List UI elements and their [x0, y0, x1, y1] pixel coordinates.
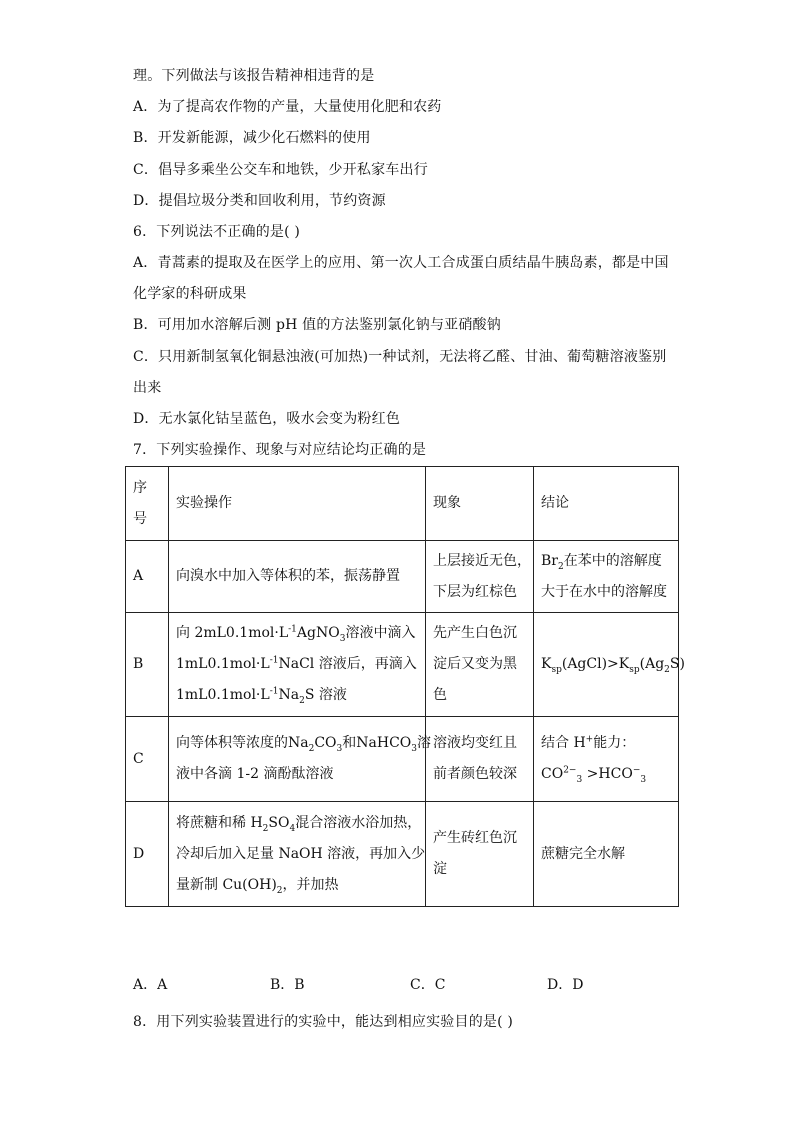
row-conclusion: $Br_2$在苯中的溶解度 大于在水中的溶解度	[534, 541, 679, 613]
q6-option-a-line2: 化学家的科研成果	[133, 286, 247, 302]
header-phenomenon: 现象	[426, 467, 534, 541]
header-operation: 实验操作	[169, 467, 426, 541]
q7-option-c: C．C	[410, 977, 446, 993]
row-conclusion: $K_{sp}(AgCl)>K_{sp}(Ag_2S)$	[534, 613, 679, 717]
table-row	[126, 802, 679, 907]
question-6: 6．下列说法不正确的是( )	[133, 224, 301, 240]
table-header-row	[126, 467, 679, 541]
row-phenomenon: 产生砖红色沉 淀	[426, 802, 534, 907]
row-id: D	[126, 802, 169, 907]
table-row	[126, 613, 679, 717]
q6-option-d: D．无水氯化钴呈蓝色，吸水会变为粉红色	[133, 411, 401, 427]
row-phenomenon: 先产生白色沉 淀后又变为黑 色	[426, 613, 534, 717]
q7-option-b: B．B	[270, 977, 305, 993]
row-phenomenon: 溶液均变红且 前者颜色较深	[426, 717, 534, 802]
row-operation: 向溴水中加入等体积的苯，振荡静置	[169, 541, 426, 613]
row-phenomenon: 上层接近无色， 下层为红棕色	[426, 541, 534, 613]
header-number: 序 号	[126, 467, 169, 541]
table-row	[126, 541, 679, 613]
q6-option-c-line1: C．只用新制氢氧化铜悬浊液(可加热)一种试剂，无法将乙醛、甘油、葡萄糖溶液鉴别	[133, 349, 667, 365]
header-conclusion: 结论	[534, 467, 679, 541]
q7-option-d: D．D	[547, 977, 584, 993]
q6-option-b: B．可用加水溶解后测 pH 值的方法鉴别氯化钠与亚硝酸钠	[133, 317, 501, 333]
row-conclusion: 结合 H+能力： $CO^{2-}_3 >HCO^-_3$	[534, 717, 679, 802]
q7-option-a: A．A	[133, 977, 168, 993]
option-a: A．为了提高农作物的产量，大量使用化肥和农药	[133, 99, 442, 115]
option-c: C．倡导多乘坐公交车和地铁，少开私家车出行	[133, 162, 428, 178]
row-operation: 将蔗糖和稀 $H_2SO_4$混合溶液水浴加热， 冷却后加入足量 NaOH 溶液，再加入少 量新制 $Cu(OH)_2$，并加热	[169, 802, 426, 907]
row-operation: 向 $2mL0.1mol\cdot L^{-1}AgNO_3$溶液中滴入 $1mL0.1mol\cdot L^{-1}NaCl$ 溶液后，再滴入 $1mL0.1mol\cdot L^{-1}Na_2S$ 溶液	[169, 613, 426, 717]
question-7: 7．下列实验操作、现象与对应结论均正确的是	[133, 442, 427, 458]
question-8: 8．用下列实验装置进行的实验中，能达到相应实验目的是( )	[133, 1014, 514, 1030]
q6-option-c-line2: 出来	[133, 380, 162, 396]
experiment-table	[125, 466, 685, 907]
option-b: B．开发新能源，减少化石燃料的使用	[133, 130, 371, 146]
row-id: B	[126, 613, 169, 717]
option-d: D．提倡垃圾分类和回收利用，节约资源	[133, 193, 386, 209]
row-operation: 向等体积等浓度的$Na_2CO_3$和NaHCO$_3$溶 液中各滴 1-2 滴酚酞溶液	[169, 717, 426, 802]
row-id: C	[126, 717, 169, 802]
text-line: 理。下列做法与该报告精神相违背的是	[133, 68, 375, 84]
row-conclusion: 蔗糖完全水解	[534, 802, 679, 907]
row-id: A	[126, 541, 169, 613]
table-row	[126, 717, 679, 802]
q6-option-a-line1: A．青蒿素的提取及在医学上的应用、第一次人工合成蛋白质结晶牛胰岛素，都是中国	[133, 255, 669, 271]
